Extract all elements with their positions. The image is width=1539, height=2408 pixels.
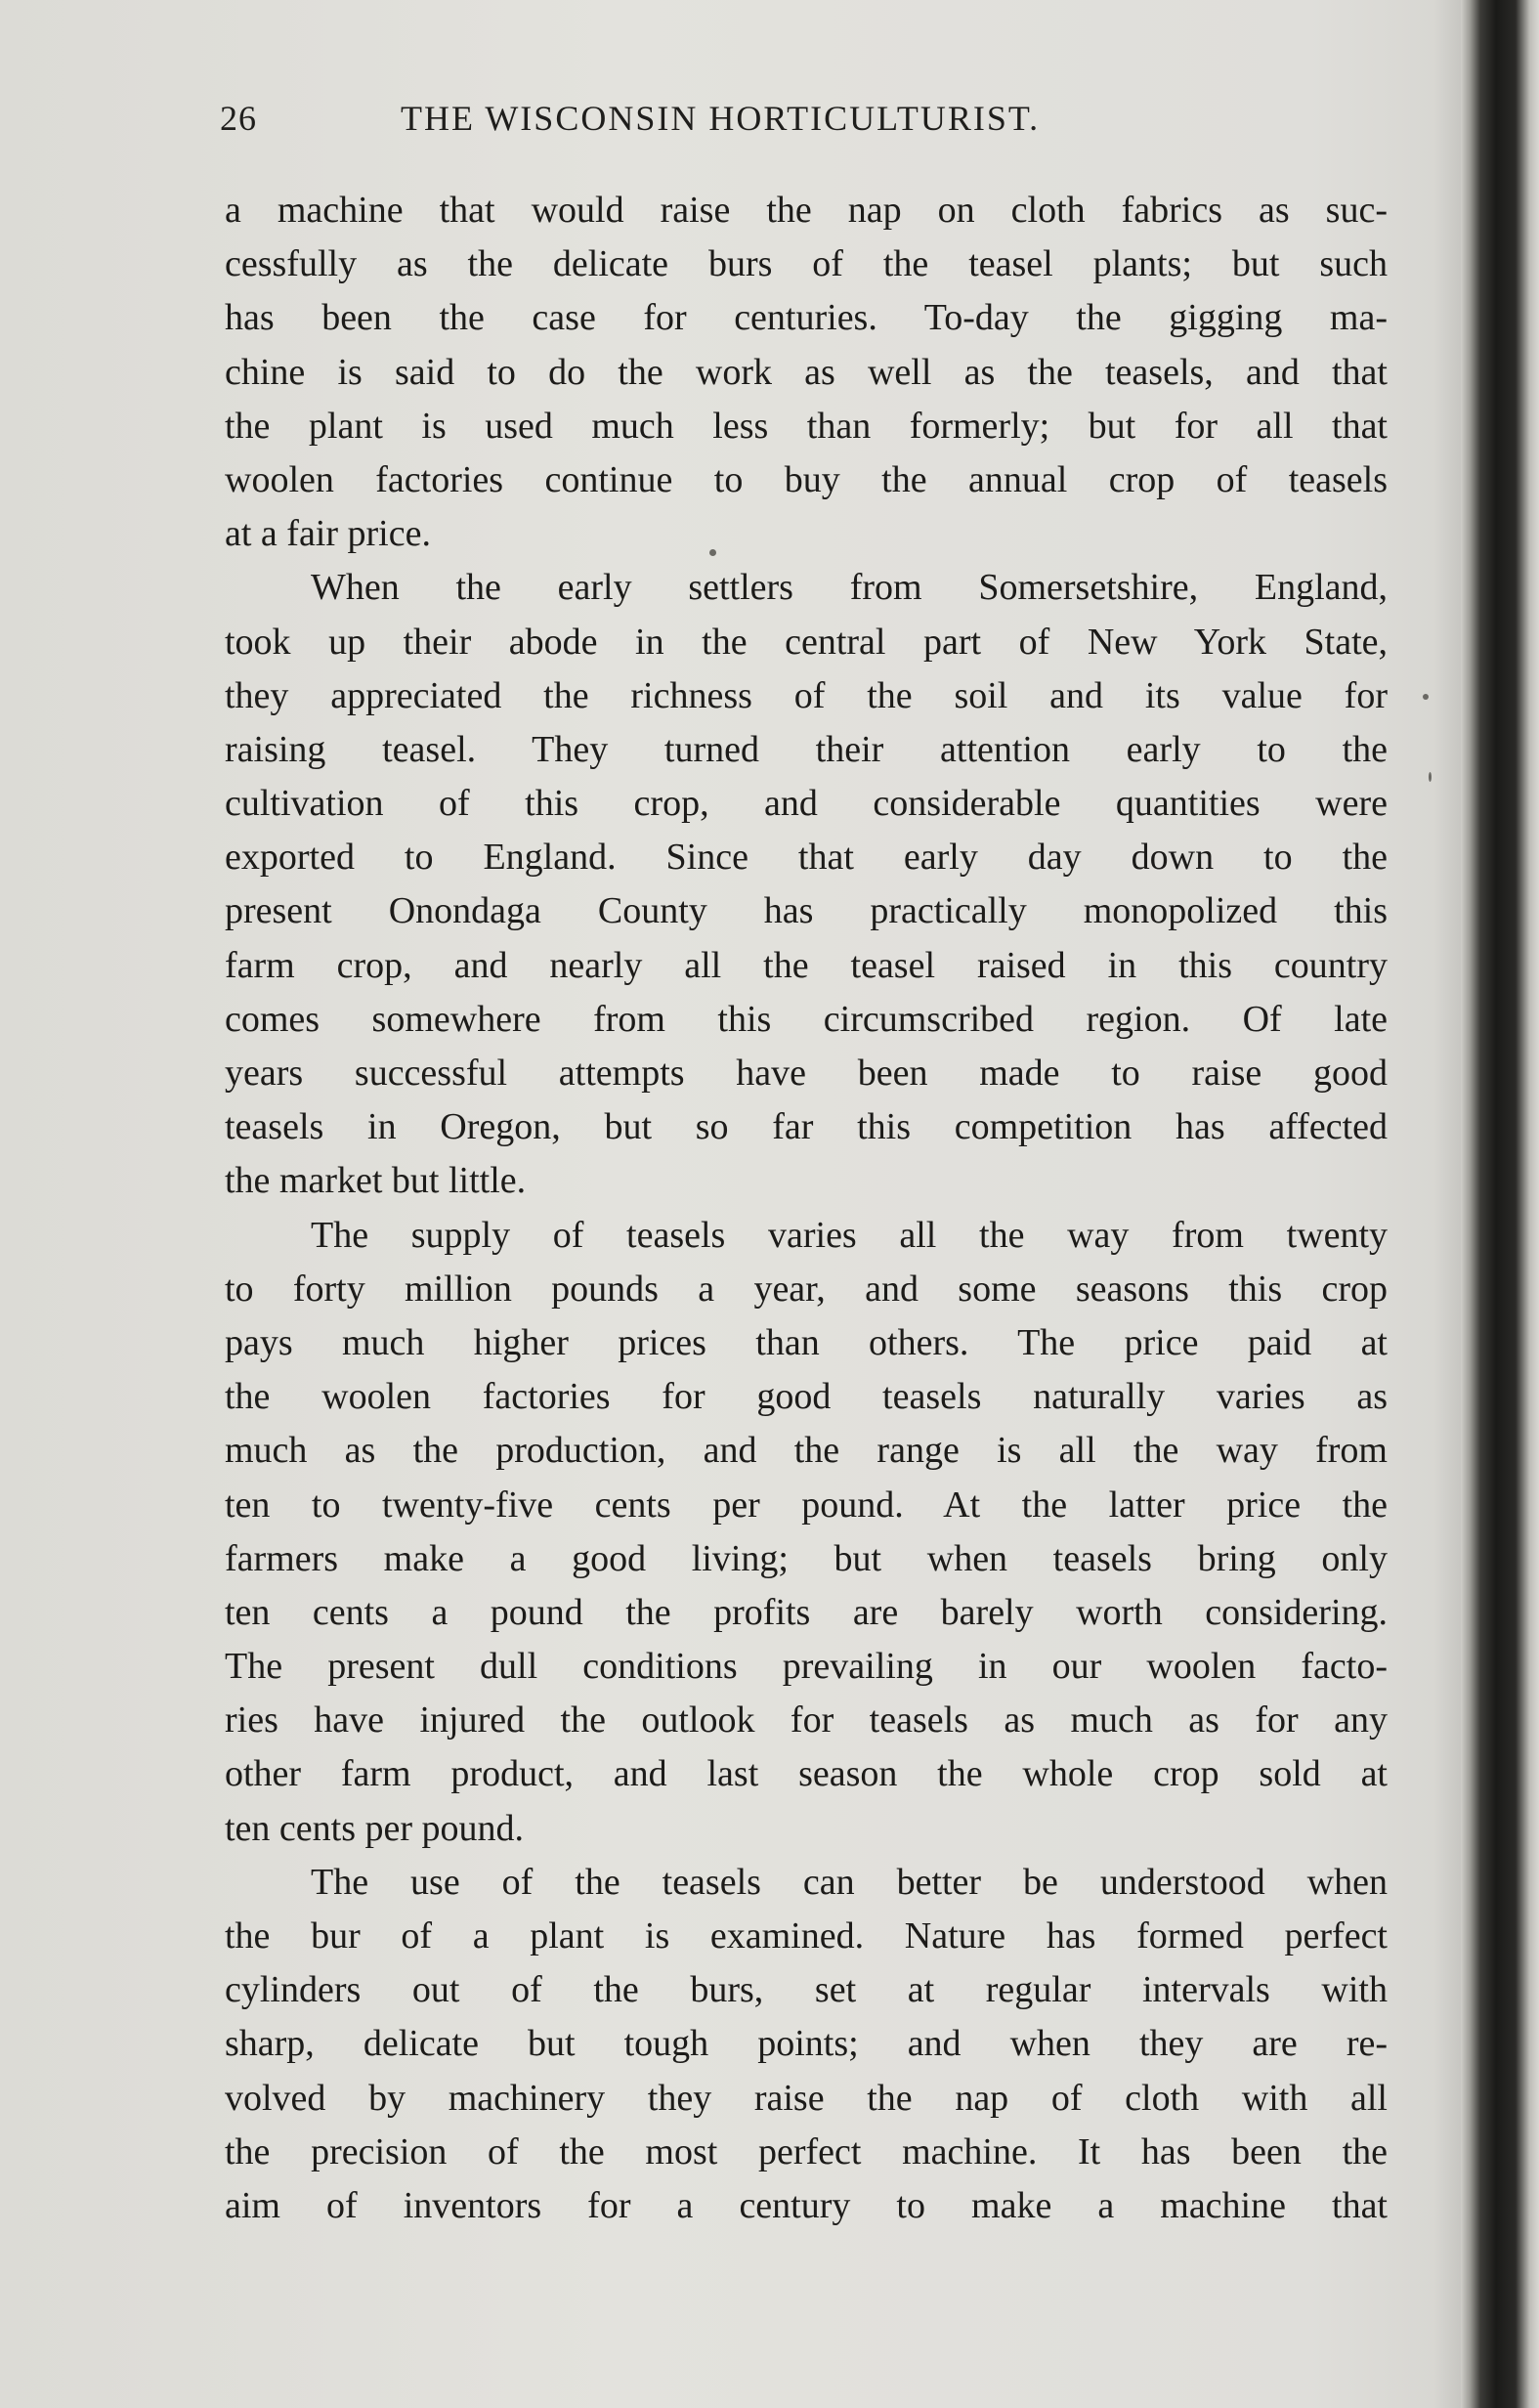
text-line: farmers make a good living; but when teasels bring only: [225, 1537, 1388, 1579]
paper-speck: [1423, 694, 1429, 700]
text-line: teasels in Oregon, but so far this competition has affected: [225, 1106, 1388, 1148]
text-line: cylinders out of the burs, set at regular intervals with: [225, 1969, 1388, 2011]
journal-title: THE WISCONSIN HORTICULTURIST.: [401, 99, 1041, 138]
gutter-shadow: [1433, 0, 1463, 2408]
text-line: raising teasel. They turned their attention early to the: [225, 728, 1388, 770]
paragraph-1: [225, 184, 1388, 561]
text-line: the bur of a plant is examined. Nature has formed perfect: [225, 1915, 1388, 1956]
text-line: years successful attempts have been made to raise good: [225, 1053, 1388, 1094]
text-line: took up their abode in the central part of New York State,: [225, 621, 1388, 663]
text-line: much as the production, and the range is all the way from: [225, 1430, 1388, 1472]
text-line: chine is said to do the work as well as the teasels, and that: [225, 351, 1388, 393]
text-line: present Onondaga County has practically monopolized this: [225, 890, 1388, 932]
text-line: the precision of the most perfect machine. It has been the: [225, 2130, 1388, 2172]
paper-speck: [1429, 772, 1432, 782]
paragraph-4: [225, 1856, 1388, 2233]
text-line: volved by machinery they raise the nap of cloth with all: [225, 2077, 1388, 2119]
text-line: they appreciated the richness of the soil and its value for: [225, 674, 1388, 716]
text-line: The present dull conditions prevailing in our woolen facto-: [225, 1646, 1388, 1688]
text-line: sharp, delicate but tough points; and when they are re-: [225, 2023, 1388, 2065]
paper-speck: [709, 549, 716, 556]
text-line: the market but little.: [225, 1160, 527, 1202]
text-line: to forty million pounds a year, and some seasons this crop: [225, 1268, 1388, 1310]
text-line: a machine that would raise the nap on cloth fabrics as suc-: [225, 190, 1388, 231]
text-line: ten to twenty-five cents per pound. At the latter price the: [225, 1484, 1388, 1526]
text-line: The use of the teasels can better be understood when: [311, 1861, 1388, 1903]
text-line: cultivation of this crop, and considerable quantities were: [225, 783, 1388, 825]
text-line: The supply of teasels varies all the way from twenty: [311, 1214, 1388, 1256]
text-line: at a fair price.: [225, 513, 431, 555]
text-line: ten cents per pound.: [225, 1807, 525, 1849]
paragraph-2: [225, 561, 1388, 1208]
text-line: aim of inventors for a century to make a machine that: [225, 2184, 1388, 2226]
running-head: [220, 98, 1197, 156]
text-line: ries have injured the outlook for teasels as much as for any: [225, 1699, 1388, 1742]
page-number: 26: [220, 99, 257, 138]
text-line: the plant is used much less than formerly; but for all that: [225, 405, 1388, 447]
text-line: woolen factories continue to buy the annual crop of teasels: [225, 458, 1388, 500]
text-line: comes somewhere from this circumscribed region. Of late: [225, 998, 1388, 1040]
text-line: exported to England. Since that early day down to the: [225, 837, 1388, 879]
text-line: When the early settlers from Somersetshire, England,: [311, 567, 1388, 609]
text-line: ten cents a pound the profits are barely worth considering.: [225, 1591, 1388, 1633]
text-line: has been the case for centuries. To-day the gigging ma-: [225, 297, 1388, 339]
article-body: [225, 184, 1388, 2233]
text-line: other farm product, and last season the whole crop sold at: [225, 1753, 1388, 1795]
book-spine-edge: [1461, 0, 1539, 2408]
text-line: the woolen factories for good teasels naturally varies as: [225, 1376, 1388, 1418]
paragraph-3: [225, 1209, 1388, 1856]
text-line: cessfully as the delicate burs of the teasel plants; but such: [225, 243, 1388, 285]
text-line: farm crop, and nearly all the teasel raised in this country: [225, 944, 1388, 986]
text-line: pays much higher prices than others. The price paid at: [225, 1321, 1388, 1363]
